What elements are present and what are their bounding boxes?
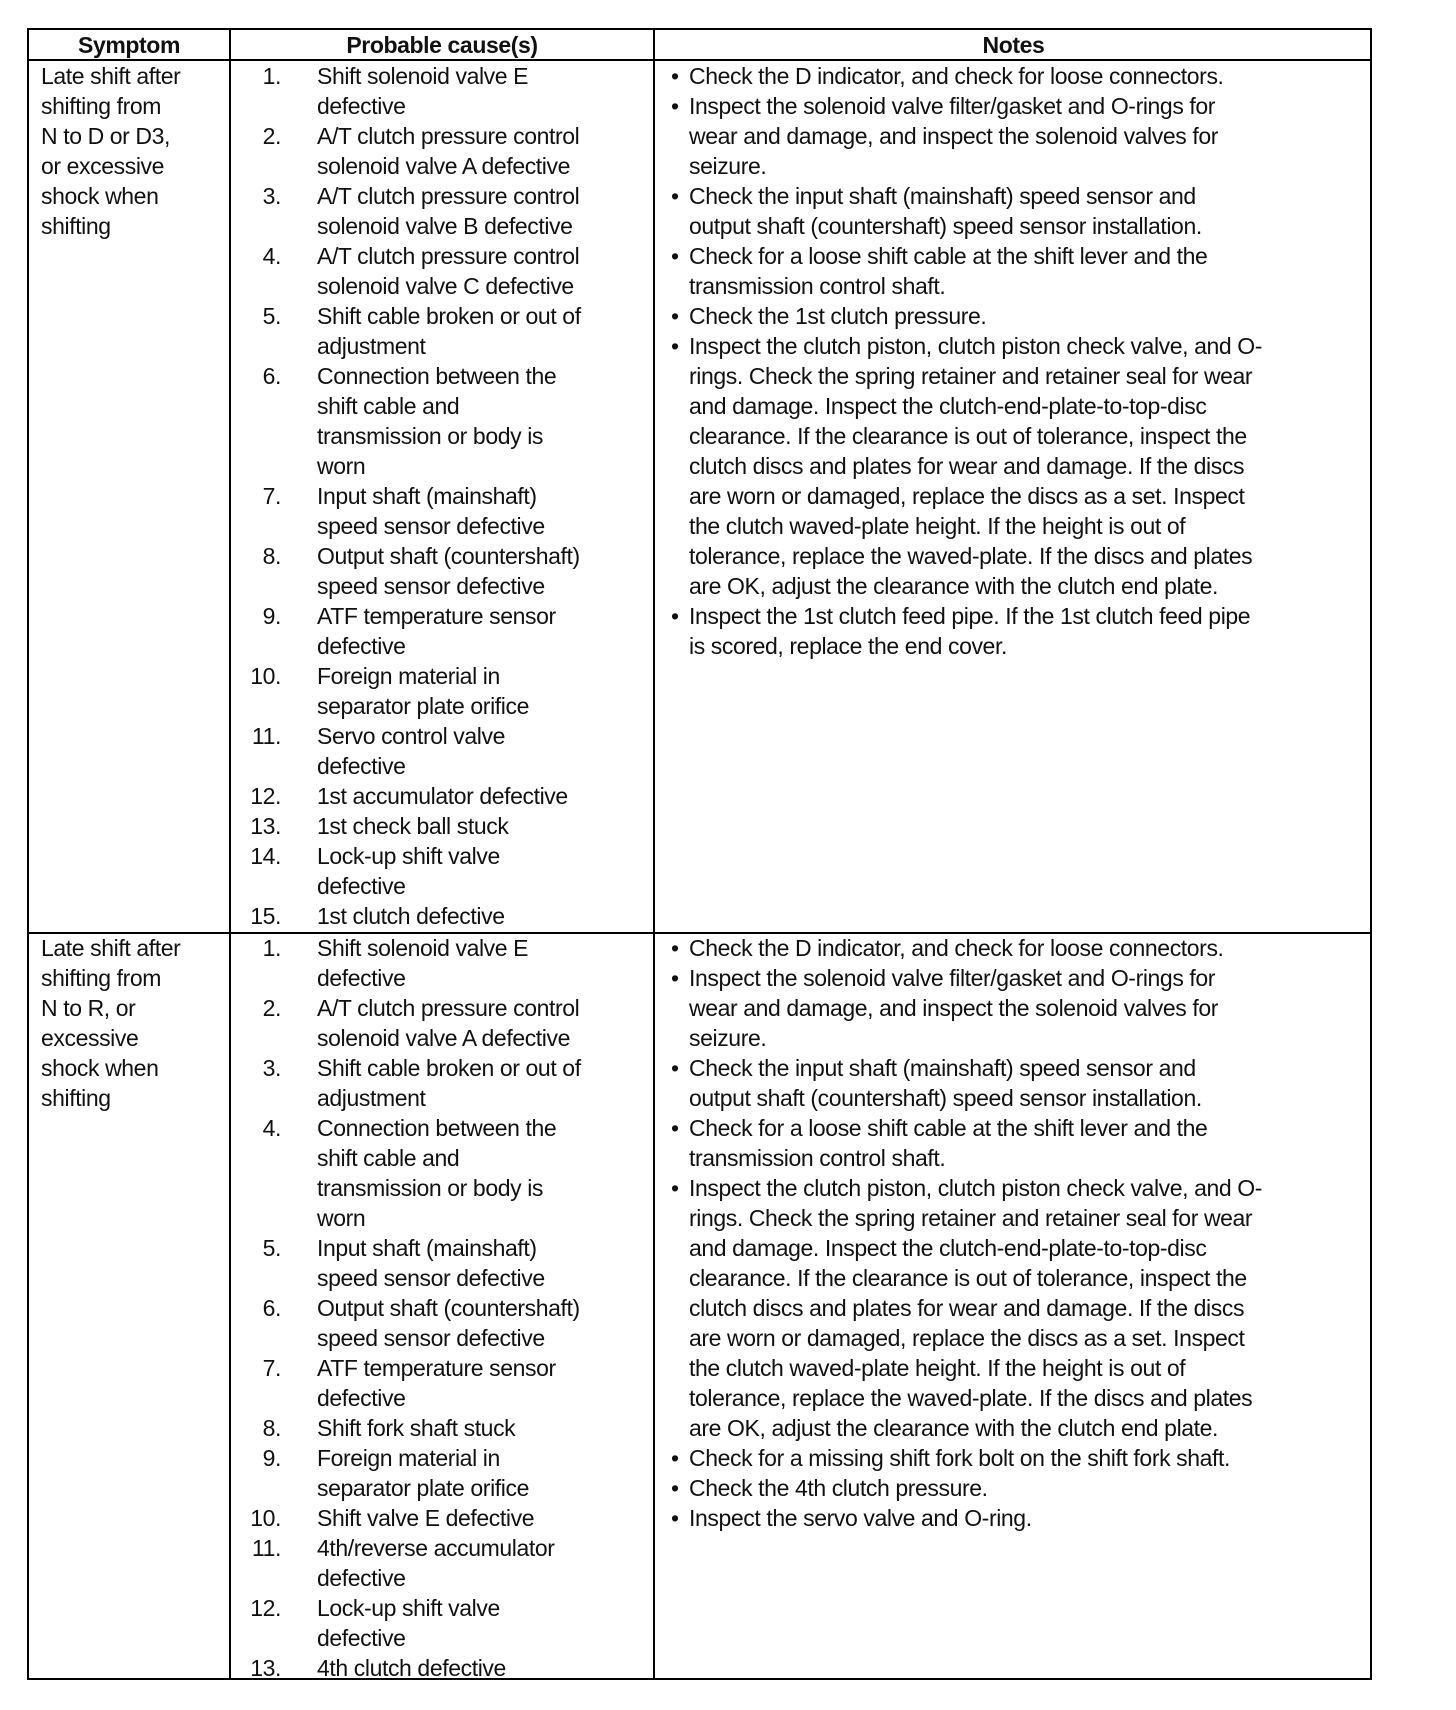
cause-number: 14. bbox=[250, 843, 281, 869]
header-notes: Notes bbox=[982, 32, 1045, 58]
cause-text bbox=[317, 841, 500, 901]
cause-line: Foreign material in bbox=[317, 663, 500, 689]
cause-number: 2. bbox=[262, 995, 281, 1021]
cause-line: 1st clutch defective bbox=[317, 903, 505, 929]
cause-line: solenoid valve A defective bbox=[317, 1025, 570, 1051]
cause-number: 13. bbox=[250, 1655, 281, 1681]
cause-line: Input shaft (mainshaft) bbox=[317, 1235, 537, 1261]
cause-item bbox=[231, 241, 651, 301]
note-line: seizure. bbox=[689, 153, 767, 179]
cause-line: worn bbox=[317, 453, 366, 479]
note-line: rings. Check the spring retainer and retainer seal for wear bbox=[689, 1205, 1253, 1231]
cause-item bbox=[231, 661, 651, 721]
cause-item bbox=[231, 811, 651, 841]
bullet-icon: • bbox=[671, 1505, 679, 1531]
cause-line: speed sensor defective bbox=[317, 573, 545, 599]
cause-line: ATF temperature sensor bbox=[317, 603, 556, 629]
note-item bbox=[655, 331, 1370, 601]
cause-line: defective bbox=[317, 1565, 406, 1591]
cause-text bbox=[317, 601, 556, 661]
note-line: and damage. Inspect the clutch-end-plate-to-top-disc bbox=[689, 393, 1207, 419]
cause-number: 5. bbox=[262, 303, 281, 329]
note-text bbox=[689, 181, 1202, 241]
note-item bbox=[655, 1473, 1370, 1503]
note-line: clutch discs and plates for wear and damage. If the discs bbox=[689, 453, 1245, 479]
note-line: Inspect the clutch piston, clutch piston check valve, and O- bbox=[689, 1175, 1263, 1201]
note-text bbox=[689, 963, 1218, 1053]
cause-number: 4. bbox=[262, 1115, 281, 1141]
cause-number: 6. bbox=[262, 1295, 281, 1321]
note-line: clearance. If the clearance is out of tolerance, inspect the bbox=[689, 1265, 1247, 1291]
cause-item bbox=[231, 61, 651, 121]
note-line: are OK, adjust the clearance with the clutch end plate. bbox=[689, 573, 1219, 599]
cause-line: 1st check ball stuck bbox=[317, 813, 509, 839]
cause-text bbox=[317, 933, 528, 993]
note-line: tolerance, replace the waved-plate. If the discs and plates bbox=[689, 1385, 1253, 1411]
note-item bbox=[655, 1113, 1370, 1173]
header-symptom: Symptom bbox=[78, 32, 180, 58]
symptom-line: or excessive bbox=[41, 153, 165, 179]
cause-line: 4th clutch defective bbox=[317, 1655, 506, 1681]
note-line: Check for a loose shift cable at the shift lever and the bbox=[689, 243, 1208, 269]
notes-cell bbox=[655, 933, 1370, 1533]
cause-number: 10. bbox=[250, 663, 281, 689]
cause-item bbox=[231, 301, 651, 361]
note-text bbox=[689, 1113, 1207, 1173]
note-line: Inspect the solenoid valve filter/gasket and O-rings for bbox=[689, 965, 1216, 991]
note-item bbox=[655, 301, 1370, 331]
cause-number: 6. bbox=[262, 363, 281, 389]
note-line: Check the D indicator, and check for loose connectors. bbox=[689, 63, 1224, 89]
cause-line: worn bbox=[317, 1205, 366, 1231]
cause-line: Shift fork shaft stuck bbox=[317, 1415, 516, 1441]
cause-item bbox=[231, 933, 651, 993]
cause-line: separator plate orifice bbox=[317, 1475, 529, 1501]
cause-number: 7. bbox=[262, 1355, 281, 1381]
cause-line: ATF temperature sensor bbox=[317, 1355, 556, 1381]
cause-item bbox=[231, 1533, 651, 1593]
cause-item bbox=[231, 1443, 651, 1503]
cause-line: Foreign material in bbox=[317, 1445, 500, 1471]
note-item bbox=[655, 933, 1370, 963]
note-line: Check the 1st clutch pressure. bbox=[689, 303, 987, 329]
bullet-icon: • bbox=[671, 183, 679, 209]
cause-number: 9. bbox=[262, 1445, 281, 1471]
note-text bbox=[689, 1473, 988, 1503]
cause-line: 4th/reverse accumulator bbox=[317, 1535, 555, 1561]
bullet-icon: • bbox=[671, 63, 679, 89]
cause-line: Servo control valve bbox=[317, 723, 505, 749]
cause-line: transmission or body is bbox=[317, 1175, 543, 1201]
cause-text bbox=[317, 1053, 581, 1113]
bullet-icon: • bbox=[671, 935, 679, 961]
cause-line: transmission or body is bbox=[317, 423, 543, 449]
cause-text bbox=[317, 1533, 555, 1593]
cause-text bbox=[317, 781, 568, 811]
bullet-icon: • bbox=[671, 1475, 679, 1501]
note-line: Check for a missing shift fork bolt on the shift fork shaft. bbox=[689, 1445, 1231, 1471]
cause-item bbox=[231, 721, 651, 781]
note-line: Check for a loose shift cable at the shift lever and the bbox=[689, 1115, 1208, 1141]
bullet-icon: • bbox=[671, 243, 679, 269]
note-line: Check the 4th clutch pressure. bbox=[689, 1475, 988, 1501]
cause-line: Shift solenoid valve E bbox=[317, 935, 529, 961]
cause-text bbox=[317, 181, 579, 241]
cause-item bbox=[231, 1503, 651, 1533]
bullet-icon: • bbox=[671, 603, 679, 629]
note-item bbox=[655, 1053, 1370, 1113]
cause-line: defective bbox=[317, 1385, 406, 1411]
cause-line: speed sensor defective bbox=[317, 1265, 545, 1291]
symptom-line: Late shift after bbox=[41, 935, 181, 961]
cause-number: 11. bbox=[251, 1535, 281, 1561]
cause-text bbox=[317, 1293, 580, 1353]
cause-item bbox=[231, 361, 651, 481]
cause-line: adjustment bbox=[317, 1085, 426, 1111]
cause-line: Shift cable broken or out of bbox=[317, 303, 581, 329]
cause-item bbox=[231, 541, 651, 601]
bullet-icon: • bbox=[671, 1175, 679, 1201]
cause-line: Shift solenoid valve E bbox=[317, 63, 529, 89]
cause-item bbox=[231, 1113, 651, 1233]
cause-text bbox=[317, 993, 579, 1053]
cause-text bbox=[317, 1593, 500, 1653]
note-item bbox=[655, 1443, 1370, 1473]
note-line: Inspect the solenoid valve filter/gasket and O-rings for bbox=[689, 93, 1216, 119]
cause-item bbox=[231, 1053, 651, 1113]
note-line: wear and damage, and inspect the solenoid valves for bbox=[689, 995, 1218, 1021]
cause-number: 7. bbox=[262, 483, 281, 509]
cause-line: defective bbox=[317, 873, 406, 899]
symptom-line: shock when bbox=[41, 183, 159, 209]
symptom-line: Late shift after bbox=[41, 63, 181, 89]
cause-line: solenoid valve C defective bbox=[317, 273, 574, 299]
symptom-line: excessive bbox=[41, 1025, 139, 1051]
cause-text bbox=[317, 1233, 545, 1293]
cause-item bbox=[231, 901, 651, 931]
symptom-line: shifting bbox=[41, 1085, 111, 1111]
cause-number: 1. bbox=[262, 63, 281, 89]
note-line: wear and damage, and inspect the solenoid valves for bbox=[689, 123, 1218, 149]
symptom-line: shock when bbox=[41, 1055, 159, 1081]
note-text bbox=[689, 61, 1224, 91]
cause-line: A/T clutch pressure control bbox=[317, 183, 580, 209]
cause-line: Output shaft (countershaft) bbox=[317, 1295, 580, 1321]
cause-line: A/T clutch pressure control bbox=[317, 995, 580, 1021]
note-line: seizure. bbox=[689, 1025, 767, 1051]
cause-item bbox=[231, 181, 651, 241]
note-line: output shaft (countershaft) speed sensor installation. bbox=[689, 213, 1202, 239]
cause-item bbox=[231, 1653, 651, 1683]
note-line: Inspect the servo valve and O-ring. bbox=[689, 1505, 1032, 1531]
cause-item bbox=[231, 1353, 651, 1413]
cause-text bbox=[317, 1413, 515, 1443]
note-item bbox=[655, 963, 1370, 1053]
note-text bbox=[689, 331, 1262, 601]
cause-text bbox=[317, 661, 529, 721]
symptom-line: N to R, or bbox=[41, 995, 136, 1021]
symptom-line: shifting from bbox=[41, 93, 162, 119]
cause-number: 12. bbox=[250, 1595, 281, 1621]
cause-text bbox=[317, 541, 580, 601]
note-text bbox=[689, 933, 1224, 963]
cause-text bbox=[317, 811, 508, 841]
cause-text bbox=[317, 361, 556, 481]
note-text bbox=[689, 91, 1218, 181]
note-line: and damage. Inspect the clutch-end-plate-to-top-disc bbox=[689, 1235, 1207, 1261]
cause-line: solenoid valve B defective bbox=[317, 213, 573, 239]
cause-item bbox=[231, 1293, 651, 1353]
cause-number: 10. bbox=[250, 1505, 281, 1531]
note-line: is scored, replace the end cover. bbox=[689, 633, 1007, 659]
note-text bbox=[689, 601, 1250, 661]
cause-line: defective bbox=[317, 1625, 406, 1651]
cause-item bbox=[231, 1593, 651, 1653]
note-item bbox=[655, 1503, 1370, 1533]
note-line: Inspect the 1st clutch feed pipe. If the 1st clutch feed pipe bbox=[689, 603, 1251, 629]
cause-line: A/T clutch pressure control bbox=[317, 123, 580, 149]
note-text bbox=[689, 1173, 1262, 1443]
cause-text bbox=[317, 121, 579, 181]
cause-line: speed sensor defective bbox=[317, 513, 545, 539]
bullet-icon: • bbox=[671, 1445, 679, 1471]
cause-line: Shift cable broken or out of bbox=[317, 1055, 581, 1081]
cause-text bbox=[317, 241, 579, 301]
note-text bbox=[689, 1443, 1230, 1473]
note-line: transmission control shaft. bbox=[689, 273, 946, 299]
cause-line: Shift valve E defective bbox=[317, 1505, 535, 1531]
notes-cell bbox=[655, 61, 1370, 661]
cause-text bbox=[317, 1443, 529, 1503]
cause-number: 15. bbox=[250, 903, 281, 929]
note-item bbox=[655, 241, 1370, 301]
cause-line: defective bbox=[317, 93, 406, 119]
note-text bbox=[689, 301, 986, 331]
cause-line: defective bbox=[317, 633, 406, 659]
cause-number: 4. bbox=[262, 243, 281, 269]
note-item bbox=[655, 61, 1370, 91]
cause-item bbox=[231, 481, 651, 541]
note-item bbox=[655, 1173, 1370, 1443]
note-text bbox=[689, 1053, 1202, 1113]
probable-causes-cell bbox=[231, 933, 651, 1683]
cause-line: speed sensor defective bbox=[317, 1325, 545, 1351]
probable-causes-cell bbox=[231, 61, 651, 931]
note-item bbox=[655, 91, 1370, 181]
cause-text bbox=[317, 901, 505, 931]
symptom-cell bbox=[41, 933, 226, 1113]
note-line: the clutch waved-plate height. If the height is out of bbox=[689, 513, 1186, 539]
cause-item bbox=[231, 1233, 651, 1293]
cause-number: 13. bbox=[250, 813, 281, 839]
note-line: clutch discs and plates for wear and damage. If the discs bbox=[689, 1295, 1245, 1321]
symptom-line: shifting bbox=[41, 213, 111, 239]
cause-line: A/T clutch pressure control bbox=[317, 243, 580, 269]
cause-line: Connection between the bbox=[317, 1115, 557, 1141]
cause-line: Lock-up shift valve bbox=[317, 1595, 500, 1621]
note-line: output shaft (countershaft) speed sensor installation. bbox=[689, 1085, 1202, 1111]
note-line: Check the input shaft (mainshaft) speed sensor and bbox=[689, 1055, 1196, 1081]
cause-line: solenoid valve A defective bbox=[317, 153, 570, 179]
note-line: are worn or damaged, replace the discs as a set. Inspect bbox=[689, 483, 1245, 509]
cause-item bbox=[231, 121, 651, 181]
note-line: Check the input shaft (mainshaft) speed sensor and bbox=[689, 183, 1196, 209]
cause-number: 2. bbox=[262, 123, 281, 149]
symptom-line: shifting from bbox=[41, 965, 162, 991]
cause-text bbox=[317, 301, 581, 361]
note-line: Check the D indicator, and check for loose connectors. bbox=[689, 935, 1224, 961]
note-line: are worn or damaged, replace the discs as a set. Inspect bbox=[689, 1325, 1245, 1351]
cause-item bbox=[231, 781, 651, 811]
bullet-icon: • bbox=[671, 333, 679, 359]
cause-line: shift cable and bbox=[317, 393, 460, 419]
cause-line: separator plate orifice bbox=[317, 693, 529, 719]
cause-number: 3. bbox=[262, 183, 281, 209]
cause-text bbox=[317, 721, 505, 781]
cause-number: 9. bbox=[262, 603, 281, 629]
note-text bbox=[689, 1503, 1032, 1533]
cause-text bbox=[317, 481, 545, 541]
cause-line: defective bbox=[317, 753, 406, 779]
cause-line: shift cable and bbox=[317, 1145, 460, 1171]
cause-number: 3. bbox=[262, 1055, 281, 1081]
note-line: clearance. If the clearance is out of tolerance, inspect the bbox=[689, 423, 1247, 449]
bullet-icon: • bbox=[671, 303, 679, 329]
cause-line: Lock-up shift valve bbox=[317, 843, 500, 869]
cause-number: 8. bbox=[262, 543, 281, 569]
note-line: the clutch waved-plate height. If the height is out of bbox=[689, 1355, 1186, 1381]
cause-text bbox=[317, 1113, 556, 1233]
note-line: are OK, adjust the clearance with the clutch end plate. bbox=[689, 1415, 1219, 1441]
cause-item bbox=[231, 841, 651, 901]
cause-number: 1. bbox=[262, 935, 281, 961]
troubleshooting-table bbox=[27, 28, 1372, 1680]
symptom-line: N to D or D3, bbox=[41, 123, 171, 149]
note-item bbox=[655, 601, 1370, 661]
cause-line: Output shaft (countershaft) bbox=[317, 543, 580, 569]
cause-text bbox=[317, 1503, 534, 1533]
cause-item bbox=[231, 993, 651, 1053]
cause-text bbox=[317, 1653, 506, 1683]
cause-text bbox=[317, 1353, 556, 1413]
cause-text bbox=[317, 61, 528, 121]
symptom-cell bbox=[41, 61, 226, 241]
cause-item bbox=[231, 601, 651, 661]
cause-line: adjustment bbox=[317, 333, 426, 359]
note-line: rings. Check the spring retainer and retainer seal for wear bbox=[689, 363, 1253, 389]
cause-line: 1st accumulator defective bbox=[317, 783, 568, 809]
cause-item bbox=[231, 1413, 651, 1443]
note-item bbox=[655, 181, 1370, 241]
bullet-icon: • bbox=[671, 1055, 679, 1081]
cause-line: Input shaft (mainshaft) bbox=[317, 483, 537, 509]
note-line: tolerance, replace the waved-plate. If the discs and plates bbox=[689, 543, 1253, 569]
note-line: Inspect the clutch piston, clutch piston check valve, and O- bbox=[689, 333, 1263, 359]
note-text bbox=[689, 241, 1207, 301]
bullet-icon: • bbox=[671, 1115, 679, 1141]
cause-number: 12. bbox=[250, 783, 281, 809]
cause-number: 5. bbox=[262, 1235, 281, 1261]
header-probable-causes: Probable cause(s) bbox=[346, 32, 538, 58]
cause-line: defective bbox=[317, 965, 406, 991]
bullet-icon: • bbox=[671, 93, 679, 119]
cause-number: 11. bbox=[251, 723, 281, 749]
cause-line: Connection between the bbox=[317, 363, 557, 389]
bullet-icon: • bbox=[671, 965, 679, 991]
cause-number: 8. bbox=[262, 1415, 281, 1441]
note-line: transmission control shaft. bbox=[689, 1145, 946, 1171]
